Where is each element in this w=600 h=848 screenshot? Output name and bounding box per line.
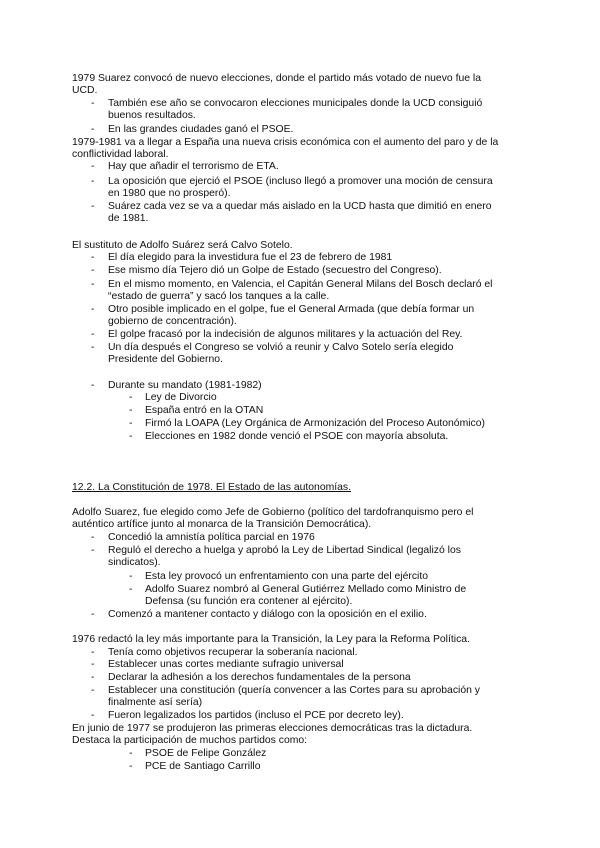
sub-bullet-item: Ley de Divorcio	[145, 392, 217, 403]
bullet-dash: -	[91, 176, 95, 187]
bullet-dash: -	[129, 571, 133, 582]
bullet-item: Otro posible implicado en el golpe, fue el General Armada (que debía formar un	[108, 304, 475, 315]
bullet-item: Durante su mandato (1981-1982)	[108, 380, 262, 391]
sub-bullet-item: Elecciones en 1982 donde venció el PSOE con mayoría absoluta.	[145, 431, 449, 442]
bullet-item: gobierno de concentración).	[108, 316, 237, 327]
bullet-item: La oposición que ejerció el PSOE (incluso llegó a promover una moción de censura	[108, 176, 493, 187]
bullet-item: Ese mismo día Tejero dió un Golpe de Estado (secuestro del Congreso).	[108, 265, 442, 276]
bullet-item: Un día después el Congreso se volvió a reunir y Calvo Sotelo sería elegido	[108, 342, 454, 353]
paragraph: El sustituto de Adolfo Suárez será Calvo Sotelo.	[72, 240, 293, 251]
paragraph: En junio de 1977 se produjeron las primeras elecciones democráticas tras la dictadura.	[72, 723, 473, 734]
bullet-dash: -	[91, 329, 95, 340]
bullet-item: Comenzó a mantener contacto y diálogo con la oposición en el exilio.	[108, 609, 427, 620]
bullet-dash: -	[91, 609, 95, 620]
bullet-dash: -	[129, 431, 133, 442]
paragraph: Destaca la participación de muchos partidos como:	[72, 735, 308, 746]
bullet-item: Hay que añadir el terrorismo de ETA.	[108, 161, 279, 172]
bullet-dash: -	[91, 98, 95, 109]
bullet-dash: -	[91, 304, 95, 315]
bullet-item: Tenía como objetivos recuperar la soberanía nacional.	[108, 647, 358, 658]
sub-bullet-item: Defensa (su función era contener al ejército).	[145, 596, 353, 607]
sub-bullet-item: PSOE de Felipe González	[145, 748, 267, 759]
bullet-item: Reguló el derecho a huelga y aprobó la Ley de Libertad Sindical (legalizó los	[108, 545, 461, 556]
bullet-dash: -	[91, 380, 95, 391]
bullet-dash: -	[129, 392, 133, 403]
bullet-item: de 1981.	[108, 213, 149, 224]
bullet-item: Declarar la adhesión a los derechos fundamentales de la persona	[108, 672, 411, 683]
bullet-dash: -	[91, 647, 95, 658]
bullet-item: Establecer unas cortes mediante sufragio universal	[108, 659, 344, 670]
paragraph: auténtico artífice junto al monarca de la Transición Democrática).	[72, 519, 372, 530]
sub-bullet-item: Firmó la LOAPA (Ley Orgánica de Armonización del Proceso Autonómico)	[145, 418, 485, 429]
bullet-item: en 1980 que no prosperó).	[108, 188, 231, 199]
bullet-item: También ese año se convocaron elecciones municipales donde la UCD consiguió	[108, 98, 483, 109]
bullet-dash: -	[129, 761, 133, 772]
bullet-item: Fueron legalizados los partidos (incluso el PCE por decreto ley).	[108, 710, 404, 721]
bullet-item: En el mismo momento, en Valencia, el Capitán General Milans del Bosch declaró el	[108, 279, 493, 290]
bullet-dash: -	[91, 685, 95, 696]
bullet-dash: -	[129, 418, 133, 429]
bullet-dash: -	[91, 252, 95, 263]
bullet-item: Concedió la amnistía política parcial en 1976	[108, 532, 315, 543]
sub-bullet-item: Adolfo Suarez nombró al General Gutiérrez Mellado como Ministro de	[145, 584, 467, 595]
bullet-dash: -	[129, 584, 133, 595]
bullet-item: En las grandes ciudades ganó el PSOE.	[108, 124, 294, 135]
sub-bullet-item: España entró en la OTAN	[145, 405, 264, 416]
bullet-dash: -	[91, 161, 95, 172]
bullet-dash: -	[91, 201, 95, 212]
bullet-dash: -	[129, 405, 133, 416]
bullet-item: El golpe fracasó por la indecisión de algunos militares y la actuación del Rey.	[108, 329, 463, 340]
bullet-dash: -	[91, 710, 95, 721]
bullet-item: El día elegido para la investidura fue el 23 de febrero de 1981	[108, 252, 393, 263]
paragraph: 1976 redactó la ley más importante para la Transición, la Ley para la Reforma Política.	[72, 634, 470, 645]
bullet-item: finalmente así sería)	[108, 697, 203, 708]
bullet-dash: -	[91, 265, 95, 276]
bullet-item: “estado de guerra” y sacó los tanques a la calle.	[108, 291, 330, 302]
paragraph: 1979 Suarez convocó de nuevo elecciones, donde el partido más votado de nuevo fue la	[72, 73, 481, 84]
bullet-dash: -	[91, 532, 95, 543]
bullet-dash: -	[91, 545, 95, 556]
bullet-item: Establecer una constitución (quería convencer a las Cortes para su aprobación y	[108, 685, 480, 696]
bullet-item: Suárez cada vez se va a quedar más aislado en la UCD hasta que dimitió en enero	[108, 201, 492, 212]
paragraph: 1979-1981 va a llegar a España una nueva crisis económica con el aumento del paro y de la	[72, 137, 499, 148]
paragraph: UCD.	[72, 85, 98, 96]
bullet-dash: -	[91, 279, 95, 290]
paragraph: Adolfo Suarez, fue elegido como Jefe de Gobierno (político del tardofranquismo pero el	[72, 507, 474, 518]
bullet-dash: -	[91, 124, 95, 135]
bullet-dash: -	[91, 342, 95, 353]
sub-bullet-item: PCE de Santiago Carrillo	[145, 761, 261, 772]
bullet-item: sindicatos).	[108, 557, 161, 568]
bullet-dash: -	[129, 748, 133, 759]
bullet-dash: -	[91, 659, 95, 670]
bullet-dash: -	[91, 672, 95, 683]
section-heading: 12.2. La Constitución de 1978. El Estado de las autonomías.	[72, 482, 351, 493]
sub-bullet-item: Esta ley provocó un enfrentamiento con una parte del ejército	[145, 571, 429, 582]
bullet-item: buenos resultados.	[108, 110, 196, 121]
bullet-item: Presidente del Gobierno.	[108, 354, 223, 365]
paragraph: conflictividad laboral.	[72, 149, 169, 160]
